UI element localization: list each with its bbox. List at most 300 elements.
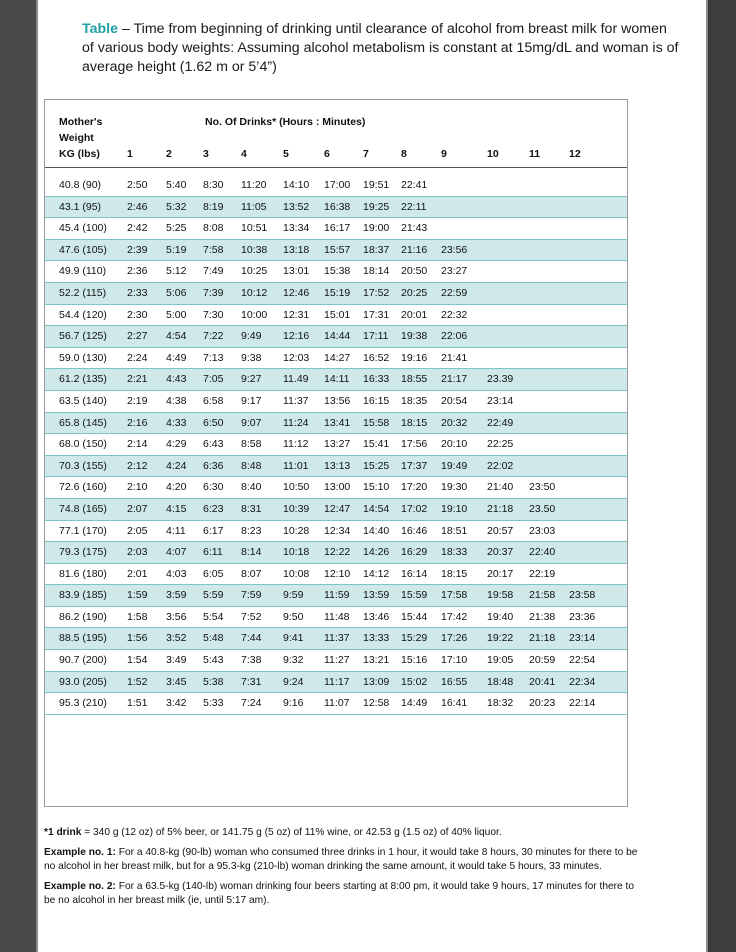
time-cell: 17:42 [441,610,468,623]
time-cell: 1:52 [127,675,148,688]
time-cell: 11:37 [324,632,350,645]
weight-cell: 49.9 (110) [59,265,107,278]
time-cell: 15:41 [363,438,390,451]
time-cell: 7:49 [203,265,224,278]
time-cell: 7:44 [241,632,262,645]
table-row [45,499,627,521]
time-cell: 21:41 [441,351,468,364]
time-cell: 10:28 [283,524,310,537]
time-cell: 2:30 [127,308,148,321]
time-cell: 4:43 [166,373,187,386]
time-cell: 5:40 [166,179,187,191]
time-cell: 15:58 [363,416,390,429]
time-cell: 4:33 [166,416,187,429]
time-cell: 20:25 [401,286,428,299]
weight-cell: 90.7 (200) [59,654,107,667]
time-cell: 7:39 [203,286,224,299]
time-cell: 5:25 [166,222,187,235]
weight-cell: 95.3 (210) [59,697,107,710]
weight-cell: 47.6 (105) [59,243,107,256]
time-cell: 9:24 [283,675,304,688]
time-cell: 12:46 [283,286,310,299]
time-cell: 15:16 [401,654,428,667]
table-row [45,261,627,283]
time-cell: 19:30 [441,481,468,494]
column-header: 5 [283,148,289,160]
time-cell: 15:44 [401,610,428,623]
time-cell: 19:49 [441,459,468,472]
time-cell: 15:25 [363,459,390,472]
time-cell: 2:14 [127,438,148,451]
drink-definition [44,826,644,841]
time-cell: 22:25 [487,438,514,451]
time-cell: 22:06 [441,330,468,343]
weight-cell: 61.2 (135) [59,373,107,386]
time-cell: 13:00 [324,481,351,494]
weight-cell: 77.1 (170) [59,524,107,537]
weight-cell: 83.9 (185) [59,589,107,602]
time-cell: 16:15 [363,394,390,407]
column-header: 12 [569,148,581,160]
weight-cell: 88.5 (195) [59,632,107,645]
header-kg-lbs: KG (lbs) [59,148,100,160]
time-cell: 21:38 [529,610,556,623]
time-cell: 7:05 [203,373,224,386]
time-cell: 18:15 [401,416,428,429]
time-cell: 8:07 [241,567,262,580]
time-cell: 18:48 [487,675,514,688]
time-cell: 7:24 [241,697,262,710]
time-cell: 4:15 [166,502,187,515]
time-cell: 20:01 [401,308,428,321]
table-row [45,434,627,456]
time-cell: 15:01 [324,308,351,321]
time-cell: 23:03 [529,524,556,537]
time-cell: 3:49 [166,654,187,667]
time-cell: 14:27 [324,351,351,364]
example-1-text: For a 40.8-kg (90-lb) woman who consumed three drinks in 1 hour, it would take 8 hours, 30 minutes for there to be no alcohol in her breast milk, but for a 95.3-kg (210-lb) woman drinking the same amount, it would take 5 hours, 33 minutes. [44,846,638,873]
weight-cell: 65.8 (145) [59,416,107,429]
time-cell: 10:00 [241,308,268,321]
time-cell: 22:14 [569,697,596,710]
time-cell: 12:22 [324,546,351,559]
time-cell: 18:32 [487,697,514,710]
column-header: 3 [203,148,209,160]
time-cell: 23:36 [569,610,596,623]
time-cell: 8:19 [203,200,224,213]
time-cell: 22:02 [487,459,514,472]
table-row [45,628,627,650]
time-cell: 2:12 [127,459,148,472]
time-cell: 13:59 [363,589,390,602]
time-cell: 19:05 [487,654,514,667]
time-cell: 9:38 [241,351,262,364]
time-cell: 9:27 [241,373,262,386]
time-cell: 23.50 [529,502,556,515]
time-cell: 8:23 [241,524,262,537]
time-cell: 1:54 [127,654,148,667]
time-cell: 18:55 [401,373,428,386]
column-header: 1 [127,148,133,160]
weight-cell: 56.7 (125) [59,330,107,343]
time-cell: 5:19 [166,243,187,256]
time-cell: 12:31 [283,308,310,321]
time-cell: 12:03 [283,351,310,364]
time-cell: 2:42 [127,222,148,235]
time-cell: 7:52 [241,610,262,623]
time-cell: 20:17 [487,567,514,580]
header-weight: Weight [59,132,94,144]
time-cell: 15:29 [401,632,428,645]
weight-cell: 70.3 (155) [59,459,107,472]
time-cell: 5:43 [203,654,224,667]
time-cell: 17:11 [363,330,389,343]
time-cell: 22:11 [401,200,427,213]
table-row [45,348,627,370]
time-cell: 14:49 [401,697,428,710]
table-row [45,391,627,413]
time-cell: 13:21 [363,654,390,667]
time-cell: 11:05 [241,200,267,213]
time-cell: 23:50 [529,481,556,494]
time-cell: 16:41 [441,697,468,710]
time-cell: 16:38 [324,200,351,213]
time-cell: 8:31 [241,502,262,515]
time-cell: 8:08 [203,222,224,235]
time-cell: 10:08 [283,567,310,580]
table-row [45,542,627,564]
time-cell: 17:58 [441,589,468,602]
weight-cell: 74.8 (165) [59,502,107,515]
weight-cell: 72.6 (160) [59,481,107,494]
time-cell: 2:36 [127,265,148,278]
table-row [45,693,627,715]
time-cell: 11:01 [283,459,309,472]
time-cell: 2:03 [127,546,148,559]
time-cell: 5:59 [203,589,224,602]
time-cell: 7:30 [203,308,224,321]
table-row [45,585,627,607]
time-cell: 19:16 [401,351,428,364]
column-header: 4 [241,148,247,160]
time-cell: 14:12 [363,567,390,580]
time-cell: 21:18 [529,632,556,645]
time-cell: 7:58 [203,243,224,256]
time-cell: 3:45 [166,675,187,688]
time-cell: 23:58 [569,589,596,602]
time-cell: 3:42 [166,697,187,710]
column-header: 10 [487,148,499,160]
time-cell: 10:51 [241,222,268,235]
time-cell: 21:17 [441,373,468,386]
time-cell: 18:37 [363,243,390,256]
time-cell: 2:33 [127,286,148,299]
table-row [45,218,627,240]
table-row [45,521,627,543]
time-cell: 20:41 [529,675,556,688]
time-cell: 6:17 [203,524,224,537]
time-cell: 20:57 [487,524,514,537]
time-cell: 22:19 [529,567,556,580]
time-cell: 16:52 [363,351,390,364]
weight-cell: 81.6 (180) [59,567,107,580]
time-cell: 9:17 [241,394,262,407]
time-cell: 8:30 [203,179,224,191]
weight-cell: 52.2 (115) [59,286,107,299]
time-cell: 21:58 [529,589,556,602]
time-cell: 11:37 [283,394,309,407]
time-cell: 13:13 [324,459,351,472]
time-cell: 8:58 [241,438,262,451]
time-cell: 4:54 [166,330,187,343]
time-cell: 4:11 [166,524,186,537]
time-cell: 10:25 [241,265,268,278]
time-cell: 14:26 [363,546,390,559]
time-cell: 17:56 [401,438,428,451]
time-cell: 18:33 [441,546,468,559]
time-cell: 20:54 [441,394,468,407]
time-cell: 17:02 [401,502,428,515]
weight-cell: 40.8 (90) [59,179,102,191]
time-cell: 14:10 [283,179,310,191]
time-cell: 3:52 [166,632,187,645]
example-1 [44,846,644,875]
time-cell: 7:31 [241,675,262,688]
time-cell: 2:39 [127,243,148,256]
time-cell: 20:23 [529,697,556,710]
time-cell: 6:23 [203,502,224,515]
time-cell: 9:07 [241,416,262,429]
column-header: 8 [401,148,407,160]
time-cell: 15:59 [401,589,428,602]
time-cell: 16:29 [401,546,428,559]
time-cell: 5:12 [166,265,187,278]
time-cell: 22:40 [529,546,556,559]
time-cell: 20:50 [401,265,428,278]
time-cell: 2:50 [127,179,148,191]
time-cell: 9:50 [283,610,304,623]
table-row [45,240,627,262]
time-cell: 22:49 [487,416,514,429]
time-cell: 9:16 [283,697,304,710]
time-cell: 6:30 [203,481,224,494]
time-cell: 16:46 [401,524,428,537]
time-cell: 2:07 [127,502,148,515]
time-cell: 22:32 [441,308,468,321]
table-row [45,175,627,197]
weight-cell: 54.4 (120) [59,308,107,321]
time-cell: 2:05 [127,524,148,537]
example-1-label: Example no. 1: [44,846,116,858]
time-cell: 19:22 [487,632,514,645]
time-cell: 6:43 [203,438,224,451]
time-cell: 10:38 [241,243,268,256]
table-title-text: – Time from beginning of drinking until clearance of alcohol from breast milk for women of various body weights: Assuming alcohol metabolism is constant at 15mg/dL and woman is of average height (1.62 m or 5’4”) [82,21,679,75]
time-cell: 14:54 [363,502,390,515]
time-cell: 15:02 [401,675,428,688]
time-cell: 7:59 [241,589,262,602]
time-cell: 16:33 [363,373,390,386]
example-2 [44,880,644,909]
time-cell: 4:20 [166,481,187,494]
time-cell: 9:41 [283,632,304,645]
time-cell: 17:26 [441,632,468,645]
time-cell: 13:46 [363,610,390,623]
time-cell: 4:24 [166,459,187,472]
weight-cell: 79.3 (175) [59,546,107,559]
time-cell: 14:40 [363,524,390,537]
column-header: 7 [363,148,369,160]
table-row [45,564,627,586]
time-cell: 2:21 [127,373,148,386]
time-cell: 15:38 [324,265,351,278]
time-cell: 9:32 [283,654,304,667]
time-cell: 13:41 [324,416,351,429]
time-cell: 15:57 [324,243,351,256]
time-cell: 12:10 [324,567,351,580]
time-cell: 17:10 [441,654,468,667]
time-cell: 12:34 [324,524,351,537]
time-cell: 16:17 [324,222,351,235]
column-header: 9 [441,148,447,160]
time-cell: 21:18 [487,502,514,515]
time-cell: 6:05 [203,567,224,580]
time-cell: 1:51 [127,697,148,710]
time-cell: 6:11 [203,546,223,559]
time-cell: 13:27 [324,438,351,451]
weight-cell: 59.0 (130) [59,351,107,364]
time-cell: 1:58 [127,610,148,623]
time-cell: 1:59 [127,589,148,602]
time-cell: 20:10 [441,438,468,451]
time-cell: 11:20 [241,179,267,191]
time-cell: 2:46 [127,200,148,213]
time-cell: 4:38 [166,394,187,407]
table-row [45,305,627,327]
time-cell: 21:16 [401,243,428,256]
time-cell: 11:12 [283,438,309,451]
time-cell: 2:16 [127,416,148,429]
time-cell: 22:54 [569,654,596,667]
time-cell: 22:41 [401,179,428,191]
time-cell: 18:14 [363,265,390,278]
example-2-text: For a 63.5-kg (140-lb) woman drinking four beers starting at 8:00 pm, it would take 9 hours, 17 minutes for there to be no alcohol in her breast milk (ie, until 5:17 am). [44,880,635,907]
time-cell: 13:52 [283,200,310,213]
time-cell: 14:44 [324,330,351,343]
time-cell: 8:14 [241,546,262,559]
time-cell: 13:34 [283,222,310,235]
time-cell: 19:10 [441,502,468,515]
header-mothers: Mother's [59,116,103,128]
time-cell: 23:27 [441,265,468,278]
column-header: 6 [324,148,330,160]
time-cell: 14:11 [324,373,350,386]
table-row [45,477,627,499]
time-cell: 13:09 [363,675,390,688]
table-row [45,326,627,348]
drink-text: = 340 g (12 oz) of 5% beer, or 141.75 g (5 oz) of 11% wine, or 42.53 g (1.5 oz) of 40% liquor. [81,827,502,838]
time-cell: 17:37 [401,459,428,472]
weight-cell: 68.0 (150) [59,438,107,451]
time-cell: 10:39 [283,502,310,515]
weight-cell: 45.4 (100) [59,222,107,235]
time-cell: 18:15 [441,567,468,580]
time-cell: 17:20 [401,481,428,494]
time-cell: 5:06 [166,286,187,299]
time-cell: 5:32 [166,200,187,213]
time-cell: 3:56 [166,610,187,623]
table-row [45,650,627,672]
time-cell: 2:19 [127,394,148,407]
time-cell: 19:25 [363,200,390,213]
time-cell: 12:58 [363,697,390,710]
time-cell: 20:32 [441,416,468,429]
time-cell: 9:49 [241,330,262,343]
time-cell: 10:50 [283,481,310,494]
column-header: 11 [529,148,541,160]
time-cell: 12:47 [324,502,351,515]
time-cell: 19:38 [401,330,428,343]
time-cell: 19:58 [487,589,514,602]
time-cell: 6:36 [203,459,224,472]
clearance-table [44,99,628,807]
table-title [82,20,682,77]
time-cell: 2:10 [127,481,148,494]
table-body [45,175,627,715]
table-header [45,100,627,168]
time-cell: 4:03 [166,567,187,580]
time-cell: 23:56 [441,243,468,256]
time-cell: 5:33 [203,697,224,710]
time-cell: 13:56 [324,394,351,407]
time-cell: 5:48 [203,632,224,645]
time-cell: 11:24 [283,416,309,429]
time-cell: 19:51 [363,179,390,191]
time-cell: 21:43 [401,222,428,235]
time-cell: 9:59 [283,589,304,602]
time-cell: 13:01 [283,265,310,278]
time-cell: 22:59 [441,286,468,299]
time-cell: 17:00 [324,179,351,191]
footnotes [44,826,644,914]
time-cell: 2:01 [127,567,148,580]
time-cell: 8:40 [241,481,262,494]
time-cell: 11.49 [283,373,309,386]
header-drinks: No. Of Drinks* (Hours : Minutes) [205,116,366,128]
table-row [45,283,627,305]
weight-cell: 43.1 (95) [59,200,102,213]
table-row [45,413,627,435]
time-cell: 4:29 [166,438,187,451]
time-cell: 23.39 [487,373,514,386]
time-cell: 18:51 [441,524,468,537]
column-header: 2 [166,148,172,160]
time-cell: 23:14 [487,394,514,407]
time-cell: 5:00 [166,308,187,321]
time-cell: 7:38 [241,654,262,667]
time-cell: 3:59 [166,589,187,602]
table-row [45,369,627,391]
time-cell: 20:59 [529,654,556,667]
time-cell: 5:38 [203,675,224,688]
time-cell: 19:40 [487,610,514,623]
time-cell: 2:27 [127,330,148,343]
time-cell: 23:14 [569,632,596,645]
table-row [45,672,627,694]
time-cell: 11:48 [324,610,350,623]
time-cell: 6:50 [203,416,224,429]
time-cell: 16:55 [441,675,468,688]
